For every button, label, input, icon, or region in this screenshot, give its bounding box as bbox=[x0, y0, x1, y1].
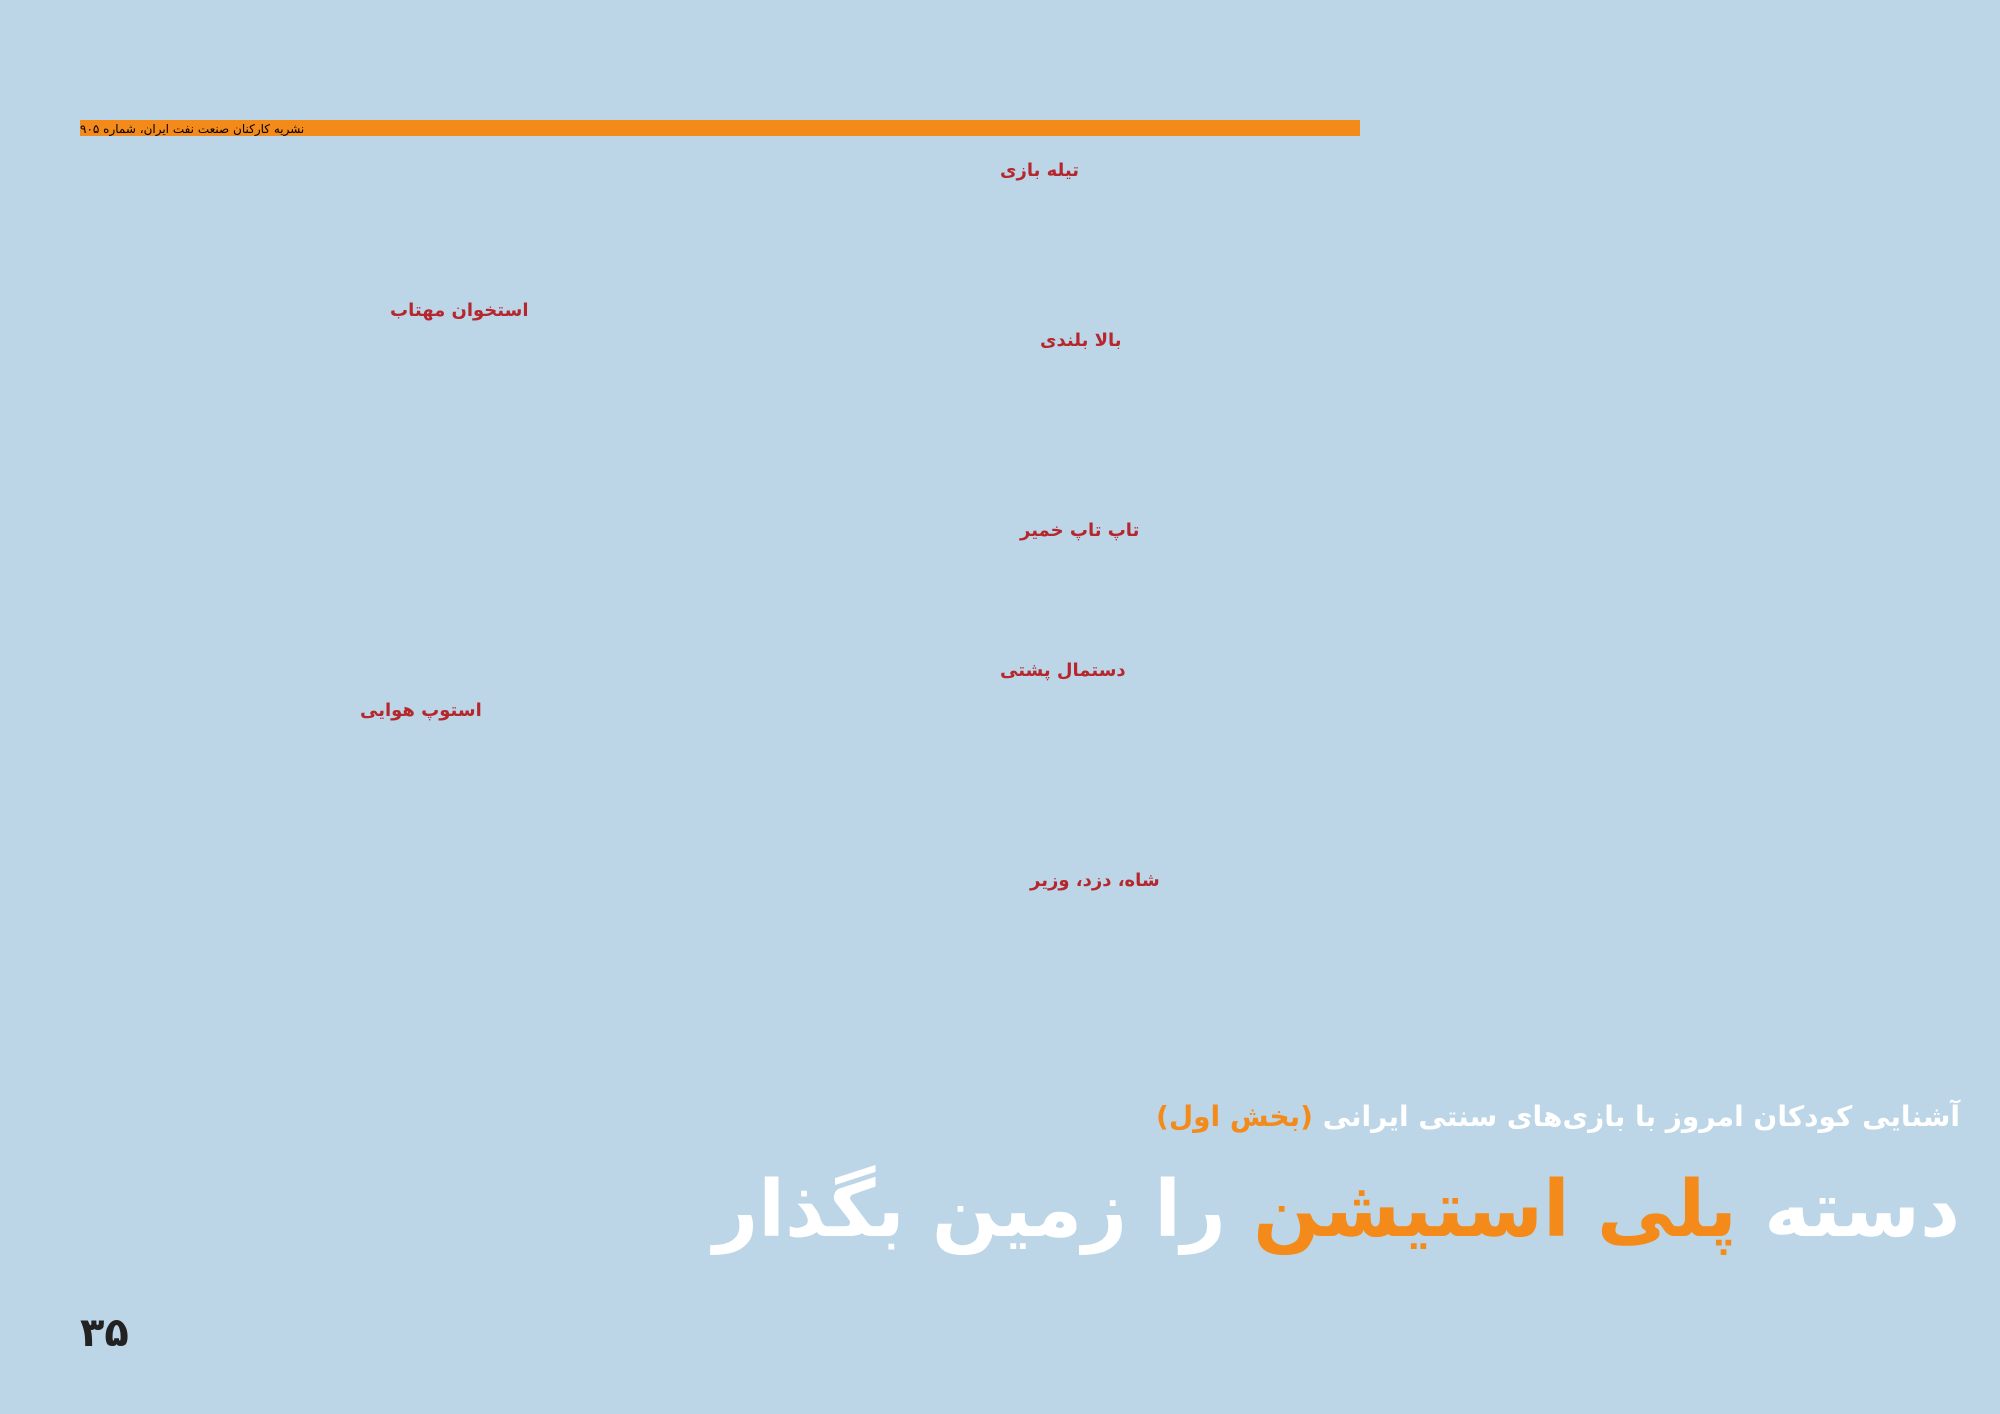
section-heading: شاه، دزد، وزیر bbox=[1030, 870, 1160, 891]
header-text: نشریه کارکنان صنعت نفت ایران، شماره ۹۰۵ bbox=[80, 122, 305, 136]
section-heading: تیله بازی bbox=[1000, 160, 1080, 181]
section-heading: استخوان مهتاب bbox=[390, 300, 529, 321]
kicker: آشنایی کودکان امروز با بازی‌های سنتی ایرانی (بخش اول) bbox=[1156, 1100, 1960, 1133]
section-heading: استوپ هوایی bbox=[360, 700, 482, 721]
section-heading: دستمال پشتی bbox=[1000, 660, 1126, 681]
section-heading: بالا بلندی bbox=[1040, 330, 1122, 351]
section-heading: تاپ تاپ خمیر bbox=[1020, 520, 1140, 541]
page-number: ۳۵ bbox=[80, 1310, 129, 1356]
main-title: دسته پلی استیشن را زمین بگذار bbox=[713, 1165, 1960, 1255]
